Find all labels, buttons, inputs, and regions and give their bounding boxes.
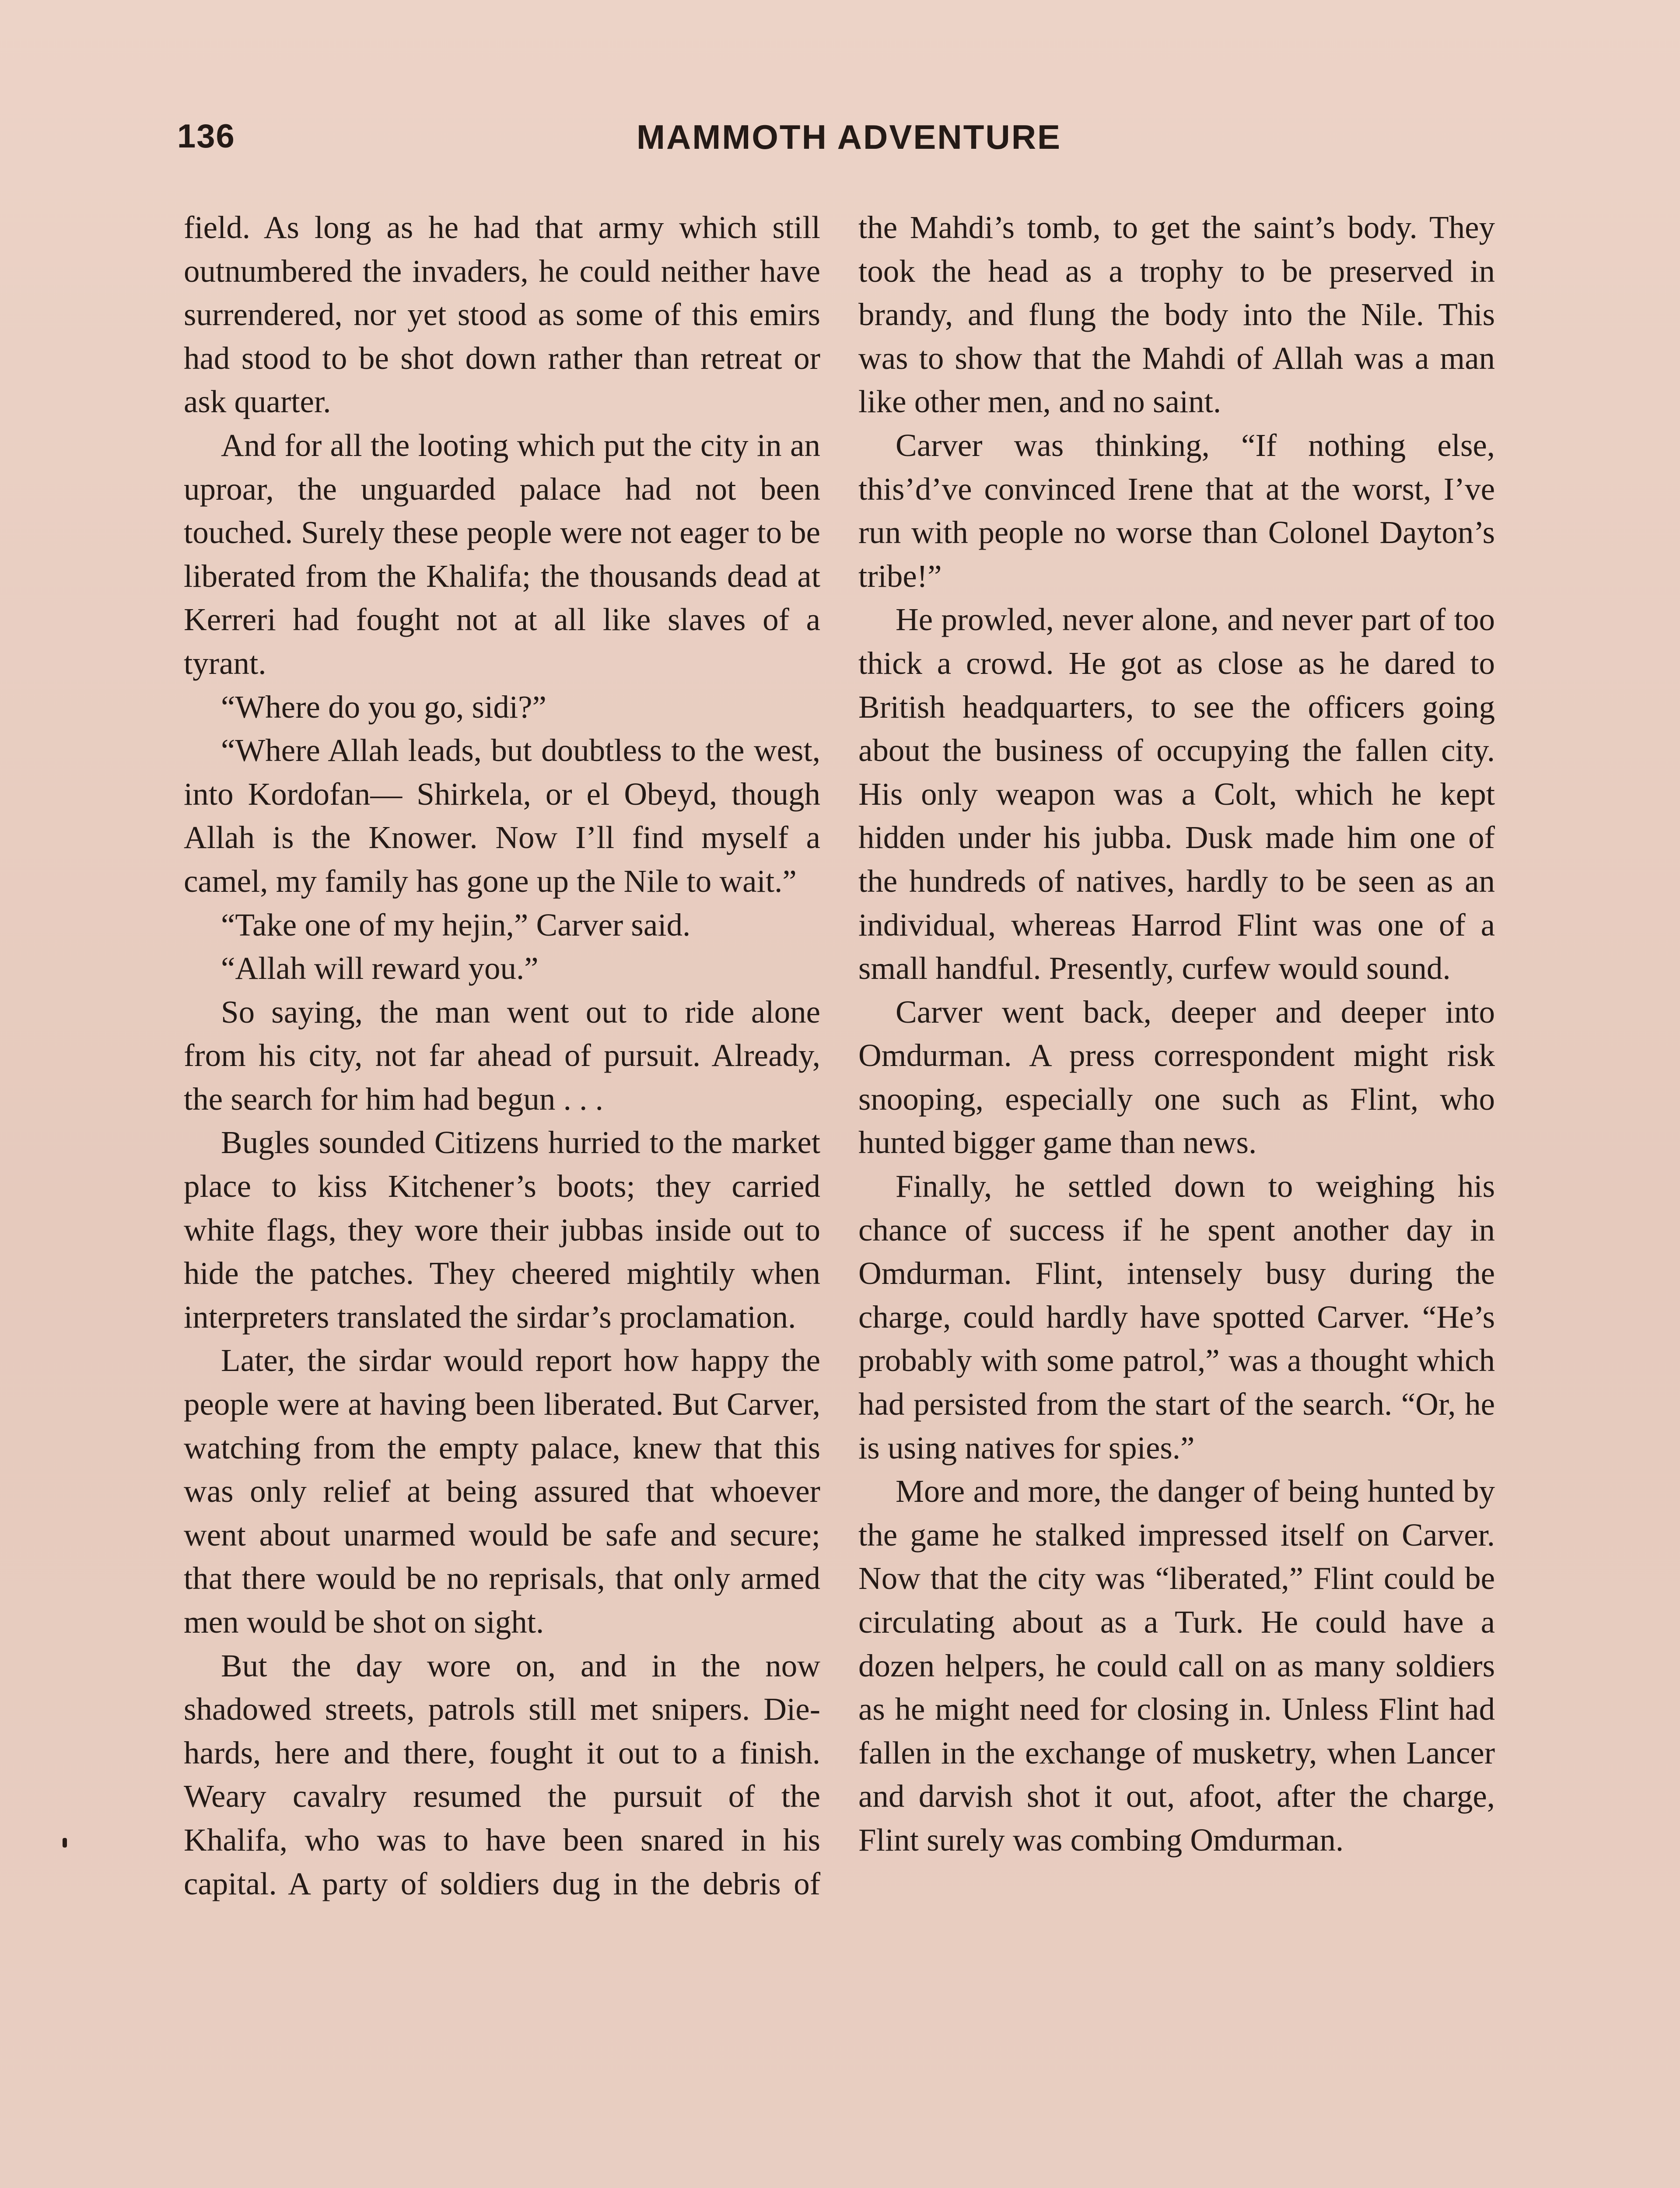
running-head: MAMMOTH ADVENTURE [637,118,1062,156]
paragraph: the Mahdi’s tomb, to get the saint’s body. They took the head as a trophy to be preserved in brandy, and flung the body into the Nile. This was to show that the Mahdi of Allah was a man like other men, and no saint. [858,210,1495,420]
page-number: 136 [177,118,235,155]
paragraph: Carver was thinking, “If nothing else, this’d’ve convinced Irene that at the worst, I’ve run with people no worse than Colonel Dayton’s tribe!” [858,427,1495,594]
paragraph: And for all the looting which put the city in an uproar, the unguarded palace had not been touched. Surely these people were not eager to be liberated from the Khalifa; the thousands dead at Kerreri had fought not at all like slaves of a tyrant. [184,427,820,681]
paragraph: Carver went back, deeper and deeper into Omdurman. A press correspondent might risk snooping, especially one such as Flint, who hunted bigger game than news. [858,994,1495,1161]
paragraph: Bugles sounded Citizens hurried to the market place to kiss Kitchener’s boots; they carried white flags, they wore their jubbas inside out to hide the patches. They cheered mightily when interpreters translated the sirdar’s proclamation. [184,1125,820,1335]
left-column [184,206,820,1905]
paragraph: He prowled, never alone, and never part of too thick a crowd. He got as close as he dared to British headquarters, to see the officers going about the business of occupying the fallen city. His only weapon was a Colt, which he kept hidden under his jubba. Dusk made him one of the hundreds of natives, hardly to be seen as an individual, whereas Harrod Flint was one of a small handful. Presently, curfew would sound. [858,602,1495,986]
paragraph: So saying, the man went out to ride alone from his city, not far ahead of pursuit. Already, the search for him had begun . . . [184,994,820,1117]
paragraph: “Allah will reward you.” [221,950,539,986]
paragraph: Later, the sirdar would report how happy the people were at having been liberated. But Carver, watching from the empty palace, knew that this was only relief at being assured that whoever went about unarmed would be safe and secure; that there would be no reprisals, that only armed men would be shot on sight. [184,1343,820,1640]
paragraph: More and more, the danger of being hunted by the game he stalked impressed itself on Carver. Now that the city was “liberated,” Flint could be circulating about as a Turk. He could have a dozen helpers, he could call on as many soldiers as he might need for closing in. Unless Flint had fallen in the exchange of musketry, when Lancer and darvish shot it out, afoot, after the charge, Flint surely was combing Omdurman. [858,1473,1495,1858]
paragraph: “Where Allah leads, but doubtless to the west, into Kordofan— Shirkela, or el Obeyd, though Allah is the Knower. Now I’ll find myself a camel, my family has gone up the Nile to wait.” [184,733,820,899]
paragraph: Finally, he settled down to weighing his chance of success if he spent another day in Omdurman. Flint, intensely busy during the charge, could hardly have spotted Carver. “He’s probably with some patrol,” was a thought which had persisted from the start of the search. “Or, he is using natives for spies.” [858,1168,1495,1466]
paragraph: “Where do you go, sidi?” [221,689,546,725]
paragraph: “Take one of my hejin,” Carver said. [221,907,691,943]
right-column [858,206,1495,1862]
paragraph: But the day wore on, and in the now shadowed streets, patrols still met snipers. Die-hards, here and there, fought it out to a finish. Weary cavalry resumed the pursuit of the Khalifa, who was to have been snared in his capital. A party of soldiers dug in the debris of [184,1648,820,1901]
page-header [177,117,1488,174]
ink-speck [63,1838,67,1848]
paragraph: field. As long as he had that army which still outnumbered the invaders, he could neither have surrendered, nor yet stood as some of this emirs had stood to be shot down rather than retreat or ask quarter. [184,210,820,420]
